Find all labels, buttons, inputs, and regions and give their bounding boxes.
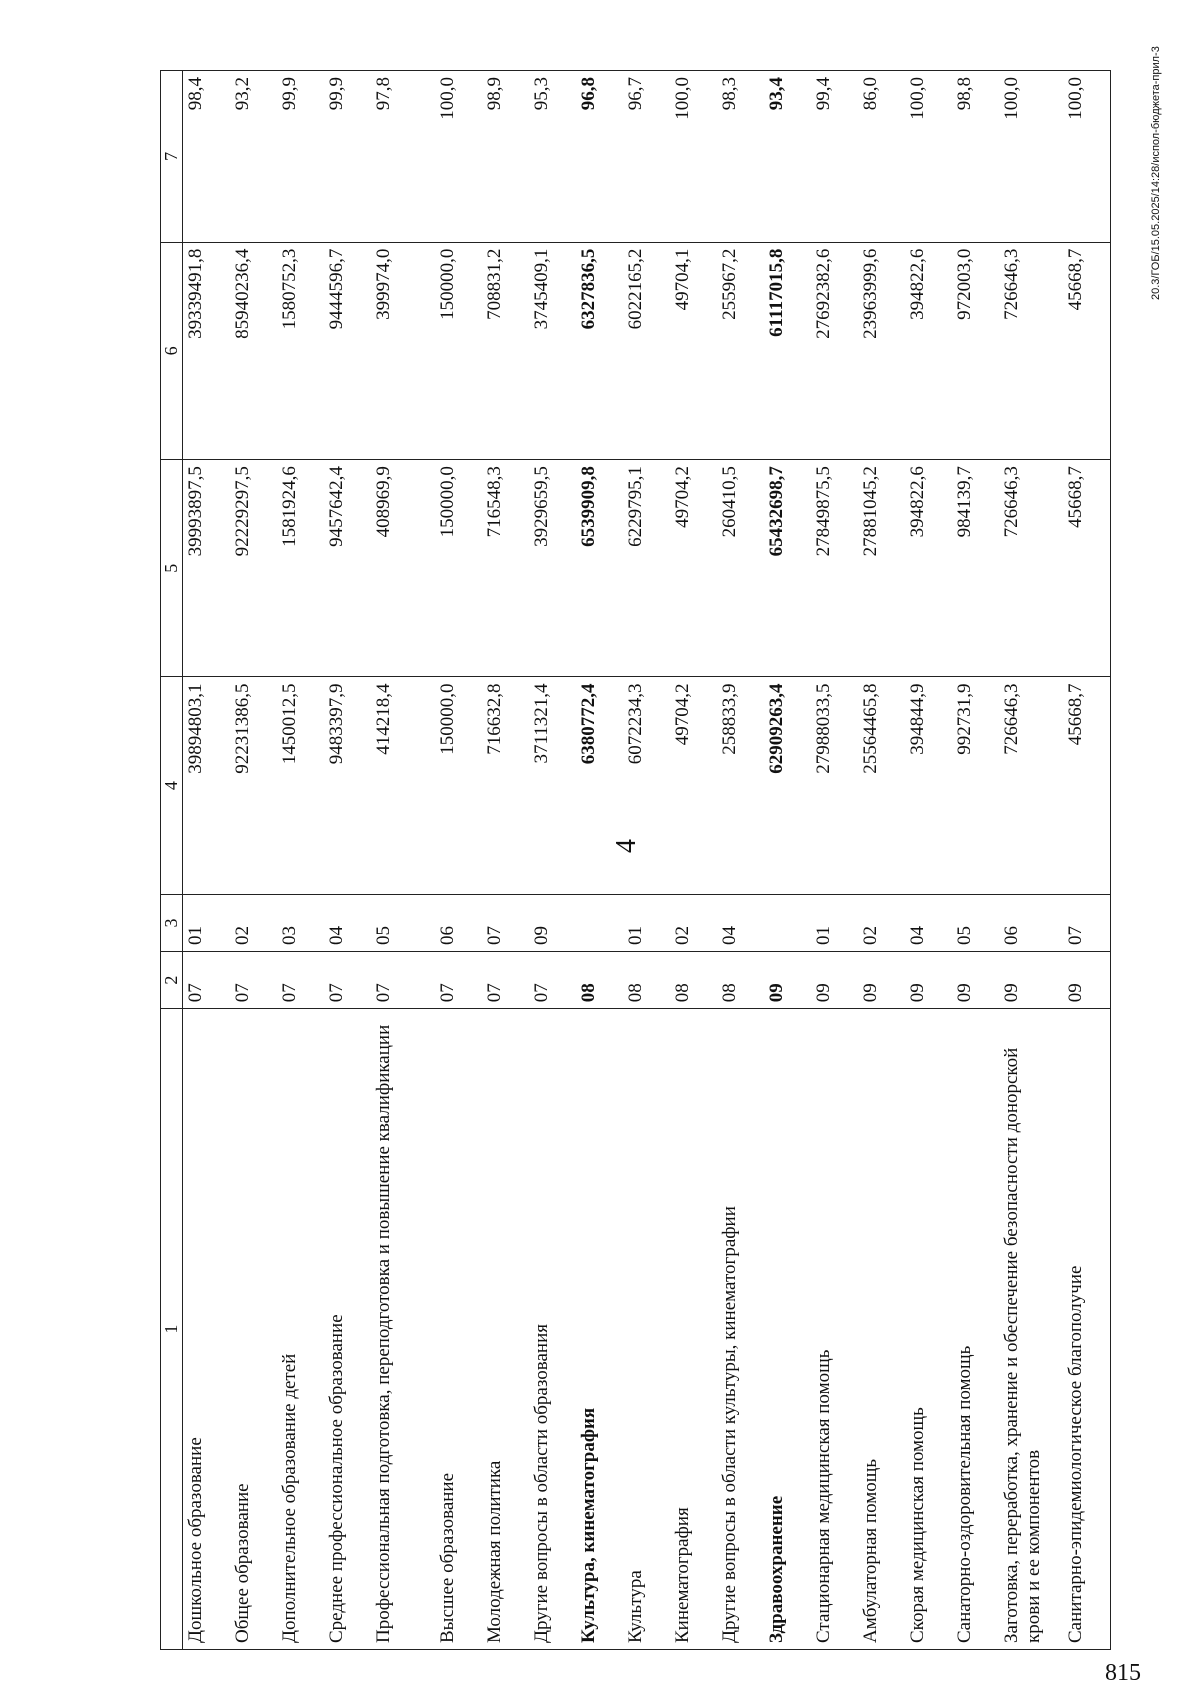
row-section-code: 07 [482,952,529,1009]
budget-table [160,70,1111,1650]
row-label: Санитарно-эпидемиологическое благополучие [1063,1009,1111,1650]
budget-table-container [160,70,1086,1650]
table-row [1063,71,1111,1650]
row-section-code: 07 [183,952,231,1009]
row-subsection-code: 05 [371,894,435,951]
row-value-col6: 49704,1 [670,242,717,459]
row-value-col4: 49704,2 [670,677,717,894]
header-col-2: 2 [161,952,183,1009]
row-value-col5: 65432698,7 [764,460,811,677]
table-row [670,71,717,1650]
row-label: Культура [623,1009,670,1650]
header-col-1: 1 [161,1009,183,1650]
row-section-code: 07 [230,952,277,1009]
row-value-col6: 726646,3 [999,242,1063,459]
row-label: Заготовка, переработка, хранение и обеспечение безопасности донорской крови и ее компонентов [999,1009,1063,1650]
row-value-col4: 45668,7 [1063,677,1111,894]
row-percent-col7: 96,7 [623,71,670,243]
row-value-col4: 39894803,1 [183,677,231,894]
row-value-col5: 39993897,5 [183,460,231,677]
row-value-col6: 9444596,7 [324,242,371,459]
row-value-col6: 45668,7 [1063,242,1111,459]
row-value-col6: 255967,2 [717,242,764,459]
row-value-col6: 708831,2 [482,242,529,459]
table-row [717,71,764,1650]
row-value-col5: 3929659,5 [529,460,576,677]
row-value-col4: 3711321,4 [529,677,576,894]
row-value-col5: 27881045,2 [858,460,905,677]
row-label: Скорая медицинская помощь [905,1009,952,1650]
row-value-col6: 150000,0 [435,242,482,459]
row-value-col4: 92231386,5 [230,677,277,894]
row-subsection-code: 02 [858,894,905,951]
row-value-col4: 258833,9 [717,677,764,894]
row-subsection-code: 03 [277,894,324,951]
row-section-code: 08 [576,952,623,1009]
row-section-code: 07 [324,952,371,1009]
row-value-col4: 62909263,4 [764,677,811,894]
page-number: 4 [611,839,642,853]
row-section-code: 07 [277,952,324,1009]
row-value-col5: 9457642,4 [324,460,371,677]
row-subsection-code: 09 [529,894,576,951]
row-value-col6: 3745409,1 [529,242,576,459]
row-section-code: 07 [529,952,576,1009]
table-body [183,71,1111,1650]
row-section-code: 09 [999,952,1063,1009]
row-section-code: 07 [435,952,482,1009]
row-label: Культура, кинематография [576,1009,623,1650]
row-label: Профессиональная подготовка, переподготовка и повышение квалификации [371,1009,435,1650]
row-subsection-code: 07 [1063,894,1111,951]
row-label: Дополнительное образование детей [277,1009,324,1650]
row-value-col5: 49704,2 [670,460,717,677]
row-value-col6: 27692382,6 [811,242,858,459]
row-value-col4: 25564465,8 [858,677,905,894]
row-value-col5: 27849875,5 [811,460,858,677]
sheet-number: 815 [1105,1660,1141,1686]
row-value-col4: 726646,3 [999,677,1063,894]
row-section-code: 08 [670,952,717,1009]
table-row [371,71,435,1650]
row-section-code: 07 [371,952,435,1009]
row-subsection-code: 04 [717,894,764,951]
row-percent-col7: 98,3 [717,71,764,243]
row-section-code: 08 [623,952,670,1009]
row-section-code: 09 [1063,952,1111,1009]
row-subsection-code [576,894,623,951]
row-section-code: 09 [905,952,952,1009]
row-subsection-code: 01 [623,894,670,951]
row-label: Амбулаторная помощь [858,1009,905,1650]
row-label: Кинематография [670,1009,717,1650]
row-value-col5: 6229795,1 [623,460,670,677]
row-value-col6: 399974,0 [371,242,435,459]
table-row [277,71,324,1650]
row-label: Высшее образование [435,1009,482,1650]
table-row [230,71,277,1650]
row-subsection-code [764,894,811,951]
row-value-col4: 716632,8 [482,677,529,894]
table-row [183,71,231,1650]
table-row [999,71,1063,1650]
row-subsection-code: 04 [324,894,371,951]
table-row [811,71,858,1650]
row-label: Общее образование [230,1009,277,1650]
row-percent-col7: 100,0 [999,71,1063,243]
row-percent-col7: 95,3 [529,71,576,243]
row-value-col5: 716548,3 [482,460,529,677]
row-subsection-code: 07 [482,894,529,951]
row-value-col5: 408969,9 [371,460,435,677]
row-value-col5: 260410,5 [717,460,764,677]
table-row [764,71,811,1650]
row-percent-col7: 99,9 [277,71,324,243]
row-subsection-code: 02 [230,894,277,951]
row-value-col4: 6072234,3 [623,677,670,894]
row-label: Другие вопросы в области культуры, кинематографии [717,1009,764,1650]
row-label: Среднее профессиональное образование [324,1009,371,1650]
row-section-code: 09 [764,952,811,1009]
row-percent-col7: 98,4 [183,71,231,243]
row-percent-col7: 93,2 [230,71,277,243]
row-value-col6: 23963999,6 [858,242,905,459]
row-value-col4: 6380772,4 [576,677,623,894]
header-col-4: 4 [161,677,183,894]
row-section-code: 08 [717,952,764,1009]
row-percent-col7: 98,8 [952,71,999,243]
row-label: Здравоохранение [764,1009,811,1650]
table-header-row [161,71,183,1650]
row-subsection-code: 04 [905,894,952,951]
table-row [529,71,576,1650]
row-percent-col7: 97,8 [371,71,435,243]
row-section-code: 09 [858,952,905,1009]
row-label: Дошкольное образование [183,1009,231,1650]
header-col-5: 5 [161,460,183,677]
row-value-col6: 6022165,2 [623,242,670,459]
row-percent-col7: 99,9 [324,71,371,243]
row-value-col6: 1580752,3 [277,242,324,459]
table-row [905,71,952,1650]
row-subsection-code: 01 [183,894,231,951]
header-col-7: 7 [161,71,183,243]
row-subsection-code: 06 [435,894,482,951]
row-label: Другие вопросы в области образования [529,1009,576,1650]
row-label: Санаторно-оздоровительная помощь [952,1009,999,1650]
row-value-col5: 45668,7 [1063,460,1111,677]
row-percent-col7: 100,0 [435,71,482,243]
row-value-col4: 9483397,9 [324,677,371,894]
row-percent-col7: 99,4 [811,71,858,243]
table-row [435,71,482,1650]
row-value-col6: 61117015,8 [764,242,811,459]
row-percent-col7: 100,0 [905,71,952,243]
table-row [952,71,999,1650]
row-percent-col7: 96,8 [576,71,623,243]
row-percent-col7: 86,0 [858,71,905,243]
row-value-col6: 85940236,4 [230,242,277,459]
row-value-col6: 394822,6 [905,242,952,459]
row-percent-col7: 93,4 [764,71,811,243]
row-value-col4: 150000,0 [435,677,482,894]
table-row [324,71,371,1650]
table-row [623,71,670,1650]
header-col-3: 3 [161,894,183,951]
row-label: Молодежная политика [482,1009,529,1650]
table-row [576,71,623,1650]
row-value-col5: 984139,7 [952,460,999,677]
row-value-col4: 1450012,5 [277,677,324,894]
row-value-col4: 27988033,5 [811,677,858,894]
row-value-col5: 726646,3 [999,460,1063,677]
row-subsection-code: 06 [999,894,1063,951]
row-value-col6: 39339491,8 [183,242,231,459]
row-value-col4: 992731,9 [952,677,999,894]
document-code: 20.3/ГОБ/15.05.2025/14:28/испол-бюджета-прил-3 [1150,46,1162,300]
row-subsection-code: 02 [670,894,717,951]
row-percent-col7: 100,0 [670,71,717,243]
row-section-code: 09 [952,952,999,1009]
row-value-col5: 1581924,6 [277,460,324,677]
row-value-col5: 394822,6 [905,460,952,677]
row-value-col5: 92229297,5 [230,460,277,677]
row-percent-col7: 98,9 [482,71,529,243]
row-subsection-code: 05 [952,894,999,951]
row-value-col5: 150000,0 [435,460,482,677]
row-value-col4: 414218,4 [371,677,435,894]
row-value-col6: 6327836,5 [576,242,623,459]
row-subsection-code: 01 [811,894,858,951]
table-row [482,71,529,1650]
row-value-col6: 972003,0 [952,242,999,459]
row-percent-col7: 100,0 [1063,71,1111,243]
row-section-code: 09 [811,952,858,1009]
header-col-6: 6 [161,242,183,459]
row-label: Стационарная медицинская помощь [811,1009,858,1650]
table-row [858,71,905,1650]
row-value-col4: 394844,9 [905,677,952,894]
row-value-col5: 6539909,8 [576,460,623,677]
